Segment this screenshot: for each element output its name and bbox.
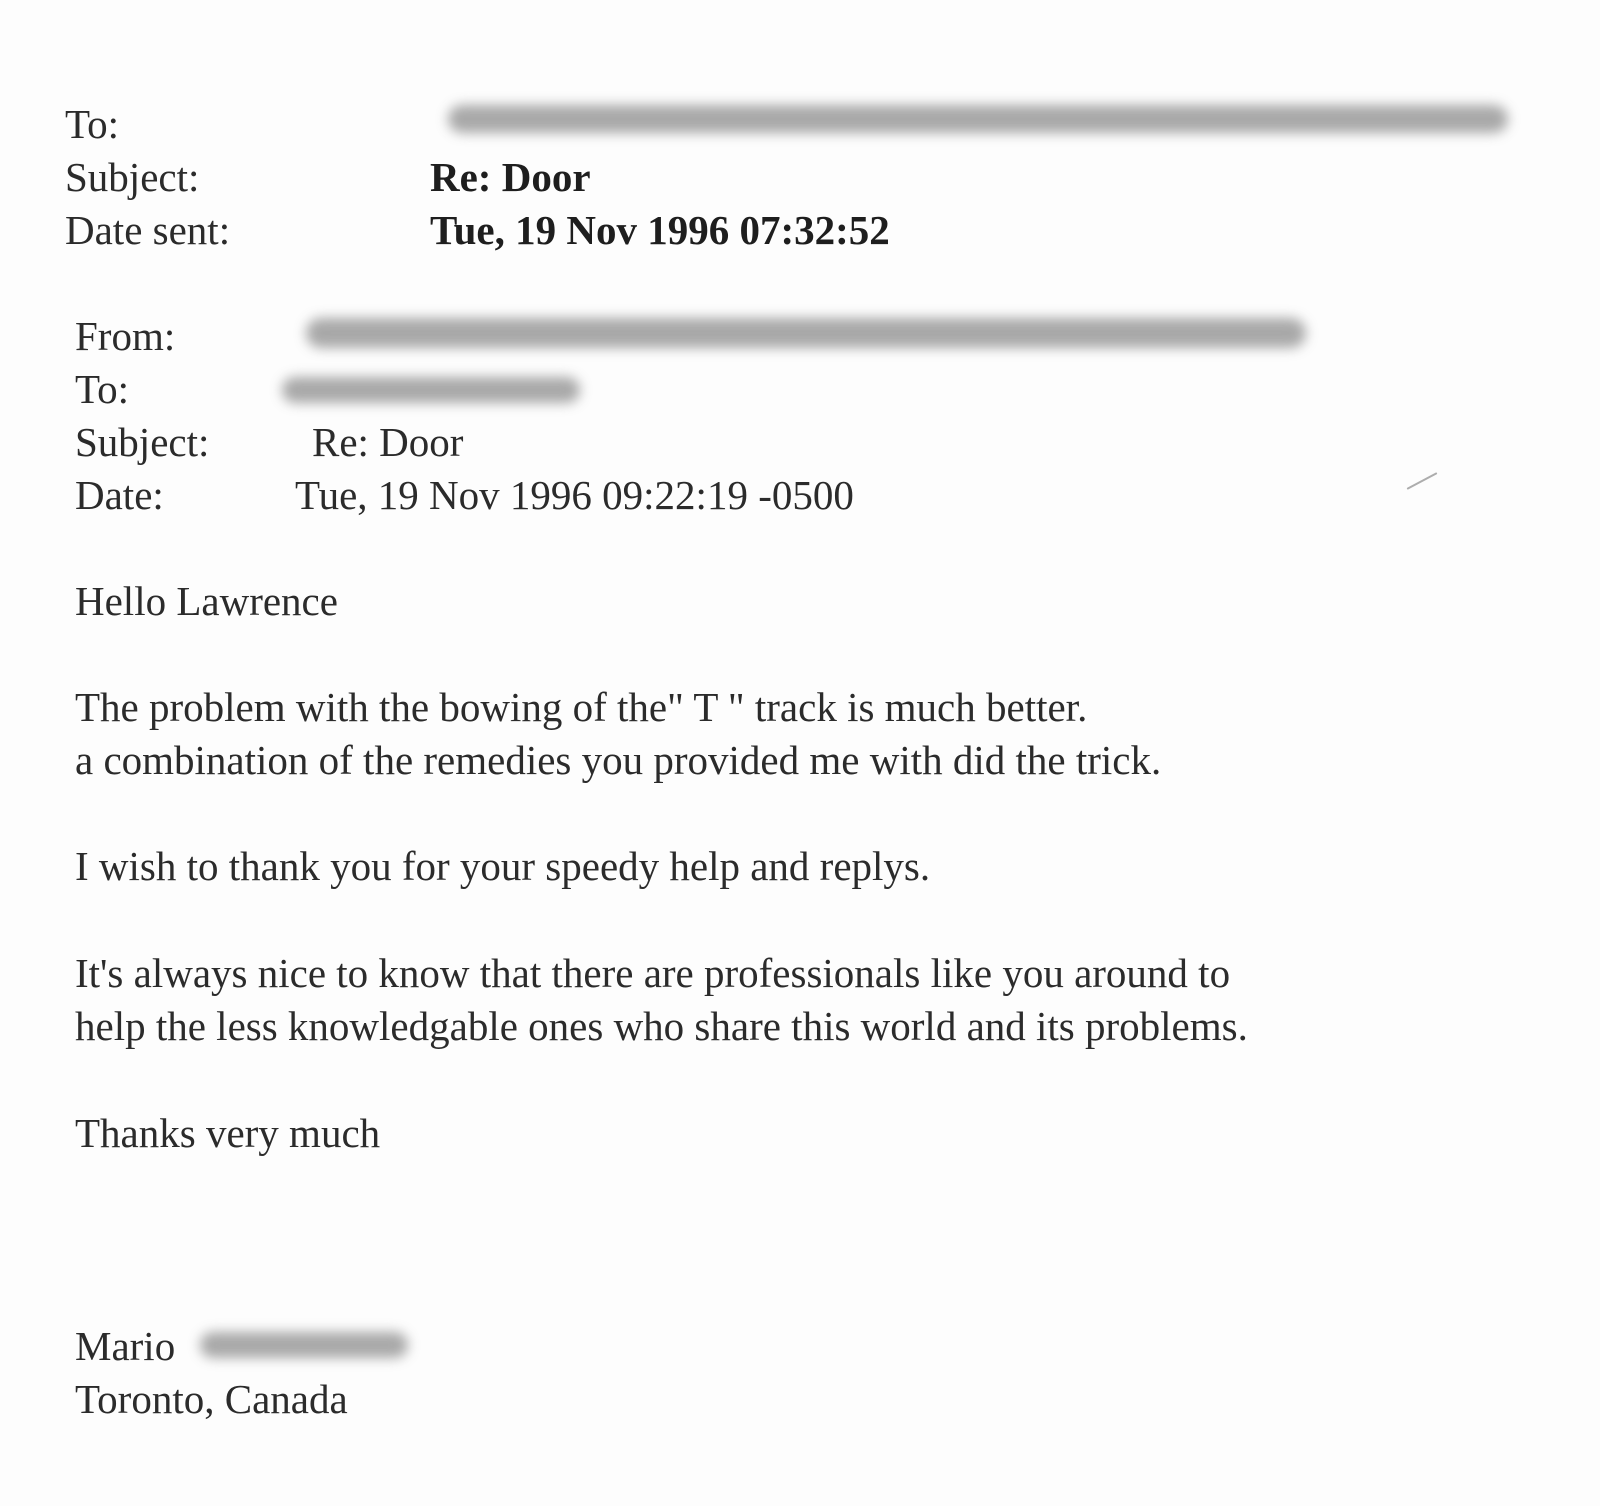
scan-mark bbox=[1407, 472, 1438, 490]
inner-date-value: Tue, 19 Nov 1996 09:22:19 -0500 bbox=[295, 472, 854, 518]
outer-date-label: Date sent: bbox=[65, 207, 231, 253]
inner-subject-label: Subject: bbox=[75, 419, 210, 465]
para1-line2: a combination of the remedies you provided me with did the trick. bbox=[75, 737, 1162, 783]
inner-from-redaction bbox=[306, 318, 1306, 348]
para2: I wish to thank you for your speedy help and replys. bbox=[75, 843, 931, 889]
outer-subject-label: Subject: bbox=[65, 154, 200, 200]
outer-to-redaction bbox=[448, 105, 1508, 133]
inner-date-label: Date: bbox=[75, 472, 164, 518]
para3-line2: help the less knowledgable ones who share this world and its problems. bbox=[75, 1003, 1248, 1049]
inner-to-redaction bbox=[282, 377, 580, 403]
outer-to-label: To: bbox=[65, 101, 120, 147]
closing: Thanks very much bbox=[75, 1110, 381, 1156]
signature-location: Toronto, Canada bbox=[75, 1376, 348, 1422]
inner-from-label: From: bbox=[75, 313, 176, 359]
inner-to-label: To: bbox=[75, 366, 130, 412]
greeting: Hello Lawrence bbox=[75, 578, 338, 624]
signature-name: Mario bbox=[75, 1323, 176, 1369]
outer-date-value: Tue, 19 Nov 1996 07:32:52 bbox=[430, 207, 890, 253]
signature-surname-redaction bbox=[200, 1332, 408, 1358]
outer-subject-value: Re: Door bbox=[430, 154, 591, 200]
para3-line1: It's always nice to know that there are professionals like you around to bbox=[75, 950, 1231, 996]
inner-subject-value: Re: Door bbox=[312, 419, 464, 465]
para1-line1: The problem with the bowing of the" T " track is much better. bbox=[75, 684, 1088, 730]
